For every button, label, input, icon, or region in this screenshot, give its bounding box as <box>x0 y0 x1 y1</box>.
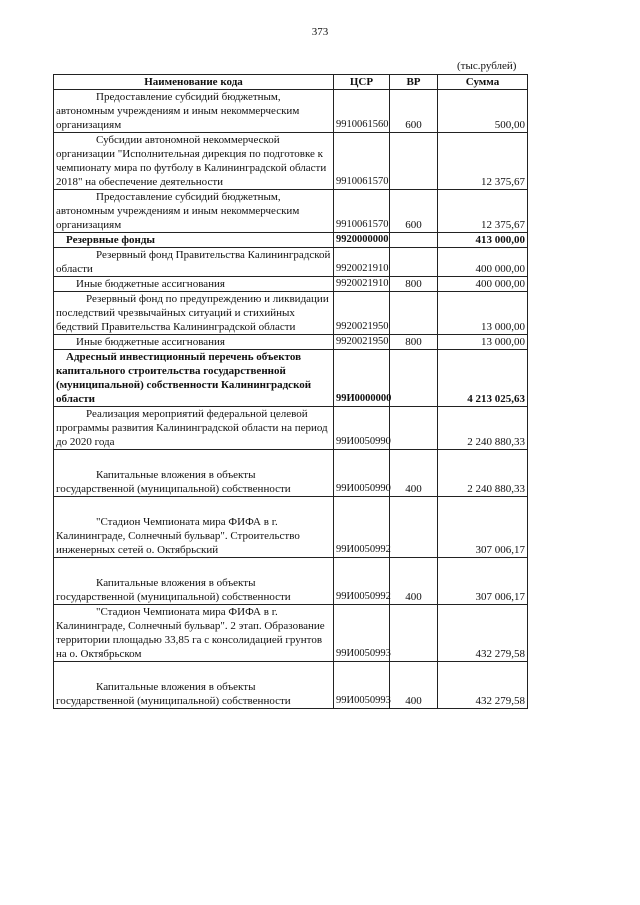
row-vr: 600 <box>390 190 438 233</box>
row-name: "Стадион Чемпионата мира ФИФА в г. Калининграде, Солнечный бульвар". 2 этап. Образование территории площадью 33,85 га с консолидацией грунтов на о. Октябрьском <box>56 606 325 660</box>
row-vr <box>390 497 438 558</box>
row-name-cell <box>54 292 334 335</box>
row-vr <box>390 248 438 277</box>
row-vr <box>390 133 438 190</box>
row-sum: 432 279,58 <box>438 662 528 709</box>
table-row <box>54 292 528 335</box>
row-sum: 13 000,00 <box>438 335 528 350</box>
row-sum: 432 279,58 <box>438 605 528 662</box>
table-row <box>54 558 528 605</box>
row-name-cell <box>54 497 334 558</box>
row-sum: 307 006,17 <box>438 558 528 605</box>
row-name-cell <box>54 407 334 450</box>
row-csr: 99И0050993 <box>334 605 390 662</box>
row-name: Субсидии автономной некоммерческой организации "Исполнительная дирекция по подготовке к чемпионату мира по футболу в Калининградской области 2018" на обеспечение деятельности <box>56 134 327 188</box>
row-name: Резервные фонды <box>66 234 155 246</box>
table-body <box>54 90 528 709</box>
row-name-cell <box>54 133 334 190</box>
row-vr: 400 <box>390 558 438 605</box>
header-sum: Сумма <box>438 75 528 90</box>
row-sum: 400 000,00 <box>438 248 528 277</box>
row-name: Капитальные вложения в объекты государственной (муниципальной) собственности <box>56 577 291 603</box>
row-name: Резервный фонд Правительства Калининградской области <box>56 249 331 275</box>
row-name-cell <box>54 558 334 605</box>
row-vr <box>390 407 438 450</box>
table-row <box>54 350 528 407</box>
table-row <box>54 133 528 190</box>
row-name-cell <box>54 350 334 407</box>
row-name: Капитальные вложения в объекты государственной (муниципальной) собственности <box>56 681 291 707</box>
header-name: Наименование кода <box>54 75 334 90</box>
table-row <box>54 190 528 233</box>
row-csr: 99И0050992 <box>334 558 390 605</box>
row-name-cell <box>54 605 334 662</box>
row-csr: 9920021910 <box>334 277 390 292</box>
row-csr: 99И0050993 <box>334 662 390 709</box>
table-row <box>54 407 528 450</box>
row-vr <box>390 605 438 662</box>
row-csr: 99И0000000 <box>334 350 390 407</box>
table-row <box>54 233 528 248</box>
row-sum: 12 375,67 <box>438 133 528 190</box>
budget-table <box>53 74 528 709</box>
row-sum: 500,00 <box>438 90 528 133</box>
row-sum: 2 240 880,33 <box>438 407 528 450</box>
row-sum: 2 240 880,33 <box>438 450 528 497</box>
table-row <box>54 662 528 709</box>
table-row <box>54 277 528 292</box>
row-name-cell <box>54 233 334 248</box>
table-row <box>54 90 528 133</box>
page-number: 373 <box>311 26 329 38</box>
row-name-cell <box>54 335 334 350</box>
row-csr: 9910061560 <box>334 90 390 133</box>
row-name: Иные бюджетные ассигнования <box>76 336 225 348</box>
row-name: Предоставление субсидий бюджетным, автономным учреждениям и иным некоммерческим организациям <box>56 191 300 231</box>
row-csr: 99И0050992 <box>334 497 390 558</box>
table-row <box>54 497 528 558</box>
row-name: "Стадион Чемпионата мира ФИФА в г. Калининграде, Солнечный бульвар". Строительство инженерных сетей о. Октябрьский <box>56 516 300 556</box>
row-sum: 12 375,67 <box>438 190 528 233</box>
row-name: Предоставление субсидий бюджетным, автономным учреждениям и иным некоммерческим организациям <box>56 91 300 131</box>
row-sum: 13 000,00 <box>438 292 528 335</box>
row-csr: 99И0050990 <box>334 407 390 450</box>
table-row <box>54 248 528 277</box>
row-csr: 9920000000 <box>334 233 390 248</box>
row-vr: 600 <box>390 90 438 133</box>
row-name-cell <box>54 662 334 709</box>
row-name-cell <box>54 248 334 277</box>
row-name: Капитальные вложения в объекты государственной (муниципальной) собственности <box>56 469 291 495</box>
row-name: Адресный инвестиционный перечень объектов капитального строительства государственной (муниципальной) собственности Калининградской области <box>56 351 312 405</box>
table-row <box>54 605 528 662</box>
table-header-row <box>54 75 528 90</box>
row-sum: 4 213 025,63 <box>438 350 528 407</box>
table-row <box>54 335 528 350</box>
row-name: Реализация мероприятий федеральной целевой программы развития Калининградской области на период до 2020 года <box>56 408 328 448</box>
row-sum: 413 000,00 <box>438 233 528 248</box>
row-vr: 800 <box>390 277 438 292</box>
row-vr: 400 <box>390 662 438 709</box>
row-csr: 9920021910 <box>334 248 390 277</box>
header-csr: ЦСР <box>334 75 390 90</box>
row-csr: 9920021950 <box>334 335 390 350</box>
row-vr <box>390 292 438 335</box>
row-name: Резервный фонд по предупреждению и ликвидации последствий чрезвычайных ситуаций и стихийных бедствий Правительства Калининградской области <box>56 293 329 333</box>
row-csr: 99И0050990 <box>334 450 390 497</box>
units-label: (тыс.рублей) <box>457 60 517 72</box>
row-csr: 9910061570 <box>334 190 390 233</box>
row-sum: 307 006,17 <box>438 497 528 558</box>
row-vr: 800 <box>390 335 438 350</box>
row-name-cell <box>54 450 334 497</box>
row-csr: 9920021950 <box>334 292 390 335</box>
row-csr: 9910061570 <box>334 133 390 190</box>
row-vr <box>390 233 438 248</box>
header-vr: ВР <box>390 75 438 90</box>
row-name: Иные бюджетные ассигнования <box>76 278 225 290</box>
row-name-cell <box>54 277 334 292</box>
row-name-cell <box>54 90 334 133</box>
row-name-cell <box>54 190 334 233</box>
row-sum: 400 000,00 <box>438 277 528 292</box>
table-row <box>54 450 528 497</box>
row-vr <box>390 350 438 407</box>
row-vr: 400 <box>390 450 438 497</box>
